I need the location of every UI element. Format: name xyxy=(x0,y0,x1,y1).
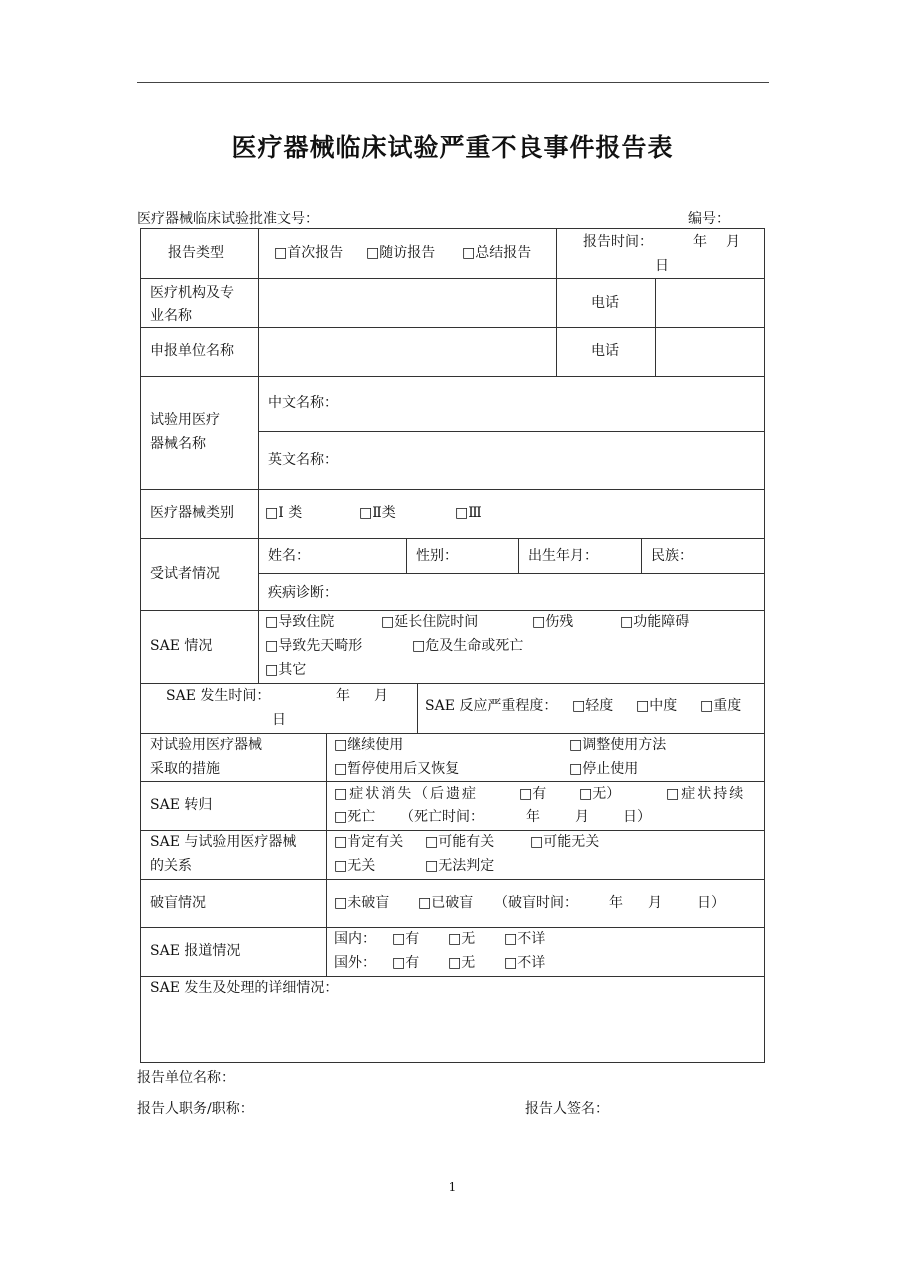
unblinding-month: 月 xyxy=(648,895,662,911)
page-title: 医疗器械临床试验严重不良事件报告表 xyxy=(231,133,674,162)
severity-severe-checkbox[interactable]: □重度 xyxy=(700,698,742,714)
reporter-signature-label: 报告人签名： xyxy=(525,1101,609,1117)
sae-congenital-checkbox[interactable]: □导致先天畸形 xyxy=(265,638,363,654)
subject-label: 受试者情况 xyxy=(150,566,220,582)
domestic-yes-checkbox[interactable]: □有 xyxy=(392,931,420,947)
report-unit-label: 报告单位名称： xyxy=(137,1070,235,1086)
sae-prolonged-stay-checkbox[interactable]: □延长住院时间 xyxy=(381,614,479,630)
detail-label: SAE 发生及处理的详细情况： xyxy=(150,980,339,996)
first-report-checkbox[interactable]: □首次报告 xyxy=(274,245,344,261)
foreign-label: 国外： xyxy=(334,955,376,971)
pause-resume-checkbox[interactable]: □暂停使用后又恢复 xyxy=(334,761,460,777)
continue-use-checkbox[interactable]: □继续使用 xyxy=(334,737,404,753)
institution-label-line1: 医疗机构及专 xyxy=(150,285,234,301)
sae-time-label: SAE 发生时间： xyxy=(166,688,271,704)
undeterminable-checkbox[interactable]: □无法判定 xyxy=(425,858,495,874)
institution-phone-label: 电话 xyxy=(591,295,619,311)
relation-label-line2: 的关系 xyxy=(150,858,192,874)
relation-label-line1: SAE 与试验用医疗器械 xyxy=(150,834,297,850)
summary-report-checkbox[interactable]: □总结报告 xyxy=(462,245,532,261)
domestic-no-checkbox[interactable]: □无 xyxy=(448,931,476,947)
report-time-month: 月 xyxy=(726,234,740,250)
page-number: 1 xyxy=(448,1180,457,1194)
sae-time-day: 日 xyxy=(272,712,286,728)
foreign-no-checkbox[interactable]: □无 xyxy=(448,955,476,971)
possibly-unrelated-checkbox[interactable]: □可能无关 xyxy=(530,834,600,850)
unrelated-checkbox[interactable]: □无关 xyxy=(334,858,376,874)
sae-hospitalization-checkbox[interactable]: □导致住院 xyxy=(265,614,335,630)
sae-time-year: 年 xyxy=(336,688,350,704)
top-rule xyxy=(137,82,769,83)
number-label: 编号： xyxy=(688,211,730,227)
domestic-label: 国内： xyxy=(334,931,376,947)
sae-disability-checkbox[interactable]: □伤残 xyxy=(532,614,574,630)
report-time-day: 日 xyxy=(655,258,669,274)
class-i-checkbox[interactable]: □I 类 xyxy=(265,505,303,521)
report-type-label: 报告类型 xyxy=(168,245,224,261)
chinese-name-field: 中文名称： xyxy=(268,395,338,411)
institution-label-line2: 业名称 xyxy=(150,308,192,324)
symptoms-persist-checkbox[interactable]: □症状持续 xyxy=(666,786,746,802)
death-time-month: 月 xyxy=(575,809,589,825)
sequela-yes-checkbox[interactable]: □有 xyxy=(519,786,547,802)
approval-no-label: 医疗器械临床试验批准文号： xyxy=(137,211,319,227)
report-situation-label: SAE 报道情况 xyxy=(150,943,241,959)
death-checkbox[interactable]: □死亡 xyxy=(334,809,376,825)
reporter-position-label: 报告人职务/职称： xyxy=(137,1101,254,1117)
domestic-unknown-checkbox[interactable]: □不详 xyxy=(504,931,546,947)
device-class-label: 医疗器械类别 xyxy=(150,505,234,521)
foreign-unknown-checkbox[interactable]: □不详 xyxy=(504,955,546,971)
class-iii-checkbox[interactable]: □Ⅲ xyxy=(455,505,482,521)
applicant-label: 申报单位名称 xyxy=(150,343,234,359)
stop-use-checkbox[interactable]: □停止使用 xyxy=(569,761,639,777)
sae-time-month: 月 xyxy=(374,688,388,704)
death-time-day: 日） xyxy=(623,809,651,825)
report-time-label: 报告时间： xyxy=(583,234,653,250)
followup-report-checkbox[interactable]: □随访报告 xyxy=(366,245,436,261)
outcome-label: SAE 转归 xyxy=(150,797,213,813)
sae-situation-label: SAE 情况 xyxy=(150,638,213,654)
death-time-label: （死亡时间： xyxy=(400,809,484,825)
report-time-year: 年 xyxy=(693,234,707,250)
unblinding-label: 破盲情况 xyxy=(150,895,206,911)
device-name-label-line2: 器械名称 xyxy=(150,436,206,452)
unblinding-year: 年 xyxy=(609,895,623,911)
measures-label-line2: 采取的措施 xyxy=(150,761,220,777)
possibly-related-checkbox[interactable]: □可能有关 xyxy=(425,834,495,850)
sae-dysfunction-checkbox[interactable]: □功能障碍 xyxy=(620,614,690,630)
death-time-year: 年 xyxy=(526,809,540,825)
sequela-no-checkbox[interactable]: □无） xyxy=(579,786,621,802)
class-ii-checkbox[interactable]: □Ⅱ类 xyxy=(359,505,396,521)
subject-ethnic-field: 民族： xyxy=(651,548,693,564)
symptoms-resolved-checkbox[interactable]: □症状消失 xyxy=(334,786,414,802)
sequela-label: （后遗症 xyxy=(414,786,478,802)
device-name-label-line1: 试验用医疗 xyxy=(150,412,220,428)
unblinding-day: 日） xyxy=(697,895,725,911)
measures-label-line1: 对试验用医疗器械 xyxy=(150,737,262,753)
subject-name-field: 姓名： xyxy=(268,548,310,564)
subject-diagnosis-field: 疾病诊断： xyxy=(268,585,338,601)
foreign-yes-checkbox[interactable]: □有 xyxy=(392,955,420,971)
severity-moderate-checkbox[interactable]: □中度 xyxy=(636,698,678,714)
sae-life-threat-checkbox[interactable]: □危及生命或死亡 xyxy=(412,638,524,654)
subject-sex-field: 性别： xyxy=(416,548,458,564)
definitely-related-checkbox[interactable]: □肯定有关 xyxy=(334,834,404,850)
unblinded-checkbox[interactable]: □已破盲 xyxy=(418,895,474,911)
unblinding-time-label: （破盲时间： xyxy=(494,895,578,911)
english-name-field: 英文名称： xyxy=(268,452,338,468)
not-unblinded-checkbox[interactable]: □未破盲 xyxy=(334,895,390,911)
sae-other-checkbox[interactable]: □其它 xyxy=(265,662,307,678)
severity-label: SAE 反应严重程度： xyxy=(425,698,558,714)
applicant-phone-label: 电话 xyxy=(591,343,619,359)
subject-birth-field: 出生年月： xyxy=(528,548,598,564)
adjust-use-checkbox[interactable]: □调整使用方法 xyxy=(569,737,667,753)
severity-mild-checkbox[interactable]: □轻度 xyxy=(572,698,614,714)
